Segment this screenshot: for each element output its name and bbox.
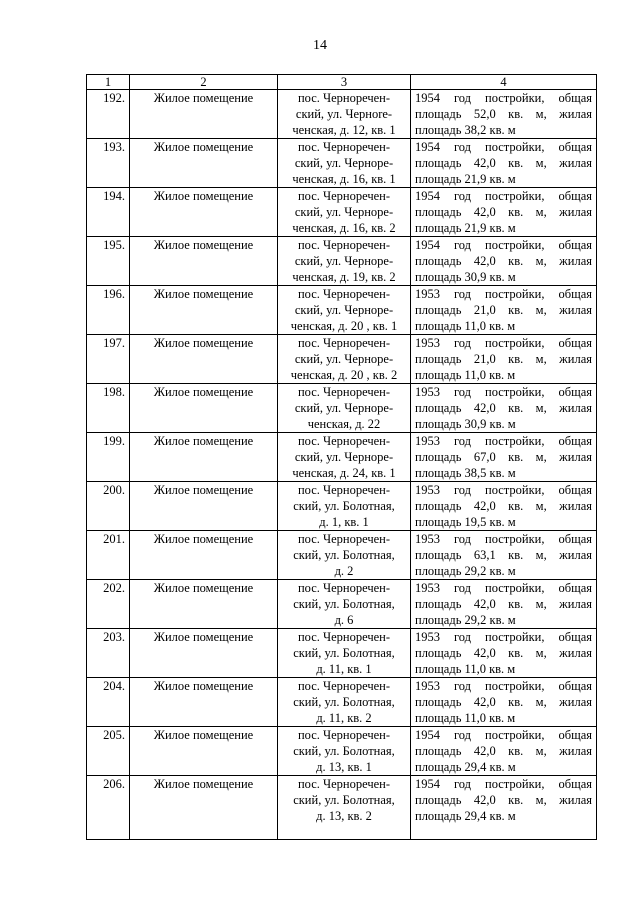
property-description: [411, 433, 597, 482]
property-description: [411, 188, 597, 237]
property-address: [278, 90, 411, 139]
description-line: площадь 42,0 кв. м, жилая: [415, 499, 592, 513]
property-type: Жилое помещение: [130, 286, 278, 335]
address-line: ский, ул. Черноре-: [294, 401, 394, 415]
property-type: Жилое помещение: [130, 384, 278, 433]
property-type: Жилое помещение: [130, 629, 278, 678]
property-description: [411, 531, 597, 580]
property-description: [411, 335, 597, 384]
address-line: пос. Черноречен-: [297, 385, 391, 399]
description-line: площадь 38,5 кв. м: [415, 466, 516, 480]
property-description: [411, 237, 597, 286]
description-line: 1953 год постройки, общая: [415, 532, 592, 546]
table-row: [87, 433, 597, 482]
address-line: д. 6: [334, 613, 354, 627]
column-header-3: 3: [278, 75, 411, 90]
property-description: [411, 482, 597, 531]
property-address: [278, 776, 411, 840]
property-address: [278, 237, 411, 286]
table-row: [87, 188, 597, 237]
description-line: 1953 год постройки, общая: [415, 581, 592, 595]
description-line: площадь 42,0 кв. м, жилая: [415, 401, 592, 415]
row-number: 205.: [87, 727, 130, 776]
description-line: 1954 год постройки, общая: [415, 189, 592, 203]
column-header-2: 2: [130, 75, 278, 90]
address-line: д. 11, кв. 2: [316, 711, 372, 725]
description-line: 1954 год постройки, общая: [415, 777, 592, 791]
property-type: Жилое помещение: [130, 90, 278, 139]
table-row: [87, 139, 597, 188]
property-type: Жилое помещение: [130, 335, 278, 384]
property-type: Жилое помещение: [130, 776, 278, 840]
description-line: площадь 38,2 кв. м: [415, 123, 516, 137]
property-type: Жилое помещение: [130, 433, 278, 482]
row-number: 203.: [87, 629, 130, 678]
description-line: 1953 год постройки, общая: [415, 483, 592, 497]
address-line: пос. Черноречен-: [297, 238, 391, 252]
address-line: д. 13, кв. 2: [316, 809, 372, 823]
address-line: д. 2: [334, 564, 354, 578]
address-line: ченская, д. 22: [307, 417, 381, 431]
property-type: Жилое помещение: [130, 139, 278, 188]
table-row: [87, 286, 597, 335]
address-line: ский, ул. Черноре-: [294, 303, 394, 317]
address-line: ский, ул. Черноре-: [294, 254, 394, 268]
property-description: [411, 629, 597, 678]
description-line: 1954 год постройки, общая: [415, 91, 592, 105]
row-number: 194.: [87, 188, 130, 237]
address-line: ченская, д. 16, кв. 1: [292, 172, 396, 186]
description-line: площадь 19,5 кв. м: [415, 515, 516, 529]
description-line: 1954 год постройки, общая: [415, 728, 592, 742]
property-address: [278, 139, 411, 188]
property-address: [278, 482, 411, 531]
table-row: [87, 384, 597, 433]
description-line: площадь 21,9 кв. м: [415, 221, 516, 235]
row-number: 202.: [87, 580, 130, 629]
description-line: площадь 21,9 кв. м: [415, 172, 516, 186]
address-line: ченская, д. 19, кв. 2: [292, 270, 396, 284]
property-type: Жилое помещение: [130, 580, 278, 629]
description-line: площадь 42,0 кв. м, жилая: [415, 695, 592, 709]
description-line: площадь 67,0 кв. м, жилая: [415, 450, 592, 464]
description-line: площадь 42,0 кв. м, жилая: [415, 597, 592, 611]
table-row: [87, 237, 597, 286]
description-line: площадь 42,0 кв. м, жилая: [415, 793, 592, 807]
description-line: площадь 52,0 кв. м, жилая: [415, 107, 592, 121]
property-address: [278, 335, 411, 384]
description-line: площадь 29,4 кв. м: [415, 760, 516, 774]
row-number: 196.: [87, 286, 130, 335]
property-type: Жилое помещение: [130, 188, 278, 237]
address-line: пос. Черноречен-: [297, 630, 391, 644]
address-line: пос. Черноречен-: [297, 777, 391, 791]
table-row: [87, 727, 597, 776]
column-header-1: 1: [87, 75, 130, 90]
description-line: 1954 год постройки, общая: [415, 140, 592, 154]
row-number: 201.: [87, 531, 130, 580]
address-line: ченская, д. 12, кв. 1: [292, 123, 396, 137]
address-line: д. 13, кв. 1: [316, 760, 372, 774]
description-line: 1953 год постройки, общая: [415, 287, 592, 301]
property-description: [411, 776, 597, 840]
property-description: [411, 678, 597, 727]
row-number: 206.: [87, 776, 130, 840]
address-line: пос. Черноречен-: [297, 679, 391, 693]
property-address: [278, 531, 411, 580]
address-line: ский, ул. Болотная,: [293, 646, 395, 660]
page-number: 14: [313, 38, 327, 53]
address-line: пос. Черноречен-: [297, 140, 391, 154]
address-line: ченская, д. 20 , кв. 2: [290, 368, 398, 382]
table-row: [87, 629, 597, 678]
address-line: ский, ул. Болотная,: [293, 744, 395, 758]
description-line: площадь 42,0 кв. м, жилая: [415, 254, 592, 268]
address-line: ский, ул. Чернore-: [295, 107, 393, 121]
column-header-4: 4: [411, 75, 597, 90]
property-address: [278, 286, 411, 335]
row-number: 199.: [87, 433, 130, 482]
description-line: 1953 год постройки, общая: [415, 336, 592, 350]
row-number: 192.: [87, 90, 130, 139]
property-description: [411, 727, 597, 776]
description-line: площадь 11,0 кв. м: [415, 368, 516, 382]
property-description: [411, 139, 597, 188]
property-type: Жилое помещение: [130, 237, 278, 286]
description-line: площадь 29,4 кв. м: [415, 809, 516, 823]
property-description: [411, 384, 597, 433]
address-line: пос. Черноречен-: [297, 483, 391, 497]
description-line: площадь 11,0 кв. м: [415, 662, 516, 676]
address-line: пос. Черноречен-: [297, 434, 391, 448]
address-line: ский, ул. Болотная,: [293, 499, 395, 513]
address-line: д. 1, кв. 1: [319, 515, 369, 529]
address-line: пос. Черноречен-: [297, 728, 391, 742]
description-line: площадь 30,9 кв. м: [415, 417, 516, 431]
property-address: [278, 629, 411, 678]
address-line: ский, ул. Болотная,: [293, 597, 395, 611]
property-address: [278, 727, 411, 776]
address-line: ченская, д. 24, кв. 1: [292, 466, 396, 480]
address-line: ский, ул. Черноре-: [294, 352, 394, 366]
description-line: площадь 63,1 кв. м, жилая: [415, 548, 592, 562]
row-number: 204.: [87, 678, 130, 727]
table-row: [87, 580, 597, 629]
row-number: 195.: [87, 237, 130, 286]
address-line: пос. Черноречен-: [297, 532, 391, 546]
description-line: 1953 год постройки, общая: [415, 434, 592, 448]
description-line: 1953 год постройки, общая: [415, 385, 592, 399]
description-line: площадь 30,9 кв. м: [415, 270, 516, 284]
description-line: площадь 21,0 кв. м, жилая: [415, 352, 592, 366]
table-row: [87, 482, 597, 531]
address-line: пос. Черноречен-: [297, 581, 391, 595]
description-line: площадь 11,0 кв. м: [415, 711, 516, 725]
address-line: ский, ул. Болотная,: [293, 695, 395, 709]
property-address: [278, 678, 411, 727]
property-type: Жилое помещение: [130, 482, 278, 531]
property-address: [278, 580, 411, 629]
property-table: [86, 74, 597, 840]
property-description: [411, 286, 597, 335]
address-line: пос. Черноречен-: [297, 336, 391, 350]
property-type: Жилое помещение: [130, 727, 278, 776]
property-description: [411, 580, 597, 629]
address-line: ский, ул. Болотная,: [293, 548, 395, 562]
table-row: [87, 90, 597, 139]
description-line: площадь 29,2 кв. м: [415, 613, 516, 627]
property-type: Жилое помещение: [130, 678, 278, 727]
row-number: 193.: [87, 139, 130, 188]
description-line: площадь 29,2 кв. м: [415, 564, 516, 578]
description-line: 1953 год постройки, общая: [415, 679, 592, 693]
address-line: пос. Черноречен-: [297, 287, 391, 301]
address-line: пос. Черноречен-: [297, 91, 391, 105]
description-line: площадь 42,0 кв. м, жилая: [415, 646, 592, 660]
row-number: 200.: [87, 482, 130, 531]
description-line: площадь 11,0 кв. м: [415, 319, 516, 333]
description-line: площадь 42,0 кв. м, жилая: [415, 744, 592, 758]
row-number: 198.: [87, 384, 130, 433]
property-type: Жилое помещение: [130, 531, 278, 580]
address-line: ский, ул. Черноре-: [294, 205, 394, 219]
address-line: пос. Черноречен-: [297, 189, 391, 203]
description-line: площадь 42,0 кв. м, жилая: [415, 205, 592, 219]
description-line: 1953 год постройки, общая: [415, 630, 592, 644]
address-line: ченская, д. 20 , кв. 1: [290, 319, 398, 333]
row-number: 197.: [87, 335, 130, 384]
address-line: ский, ул. Черноре-: [294, 450, 394, 464]
description-line: площадь 42,0 кв. м, жилая: [415, 156, 592, 170]
table-row: [87, 335, 597, 384]
property-description: [411, 90, 597, 139]
address-line: д. 11, кв. 1: [316, 662, 372, 676]
table-row: [87, 678, 597, 727]
address-line: ченская, д. 16, кв. 2: [292, 221, 396, 235]
property-address: [278, 433, 411, 482]
address-line: ский, ул. Болотная,: [293, 793, 395, 807]
table-header-row: [87, 75, 597, 90]
description-line: площадь 21,0 кв. м, жилая: [415, 303, 592, 317]
property-address: [278, 188, 411, 237]
table-row: [87, 531, 597, 580]
address-line: ский, ул. Черноре-: [294, 156, 394, 170]
description-line: 1954 год постройки, общая: [415, 238, 592, 252]
table-row: [87, 776, 597, 840]
property-address: [278, 384, 411, 433]
